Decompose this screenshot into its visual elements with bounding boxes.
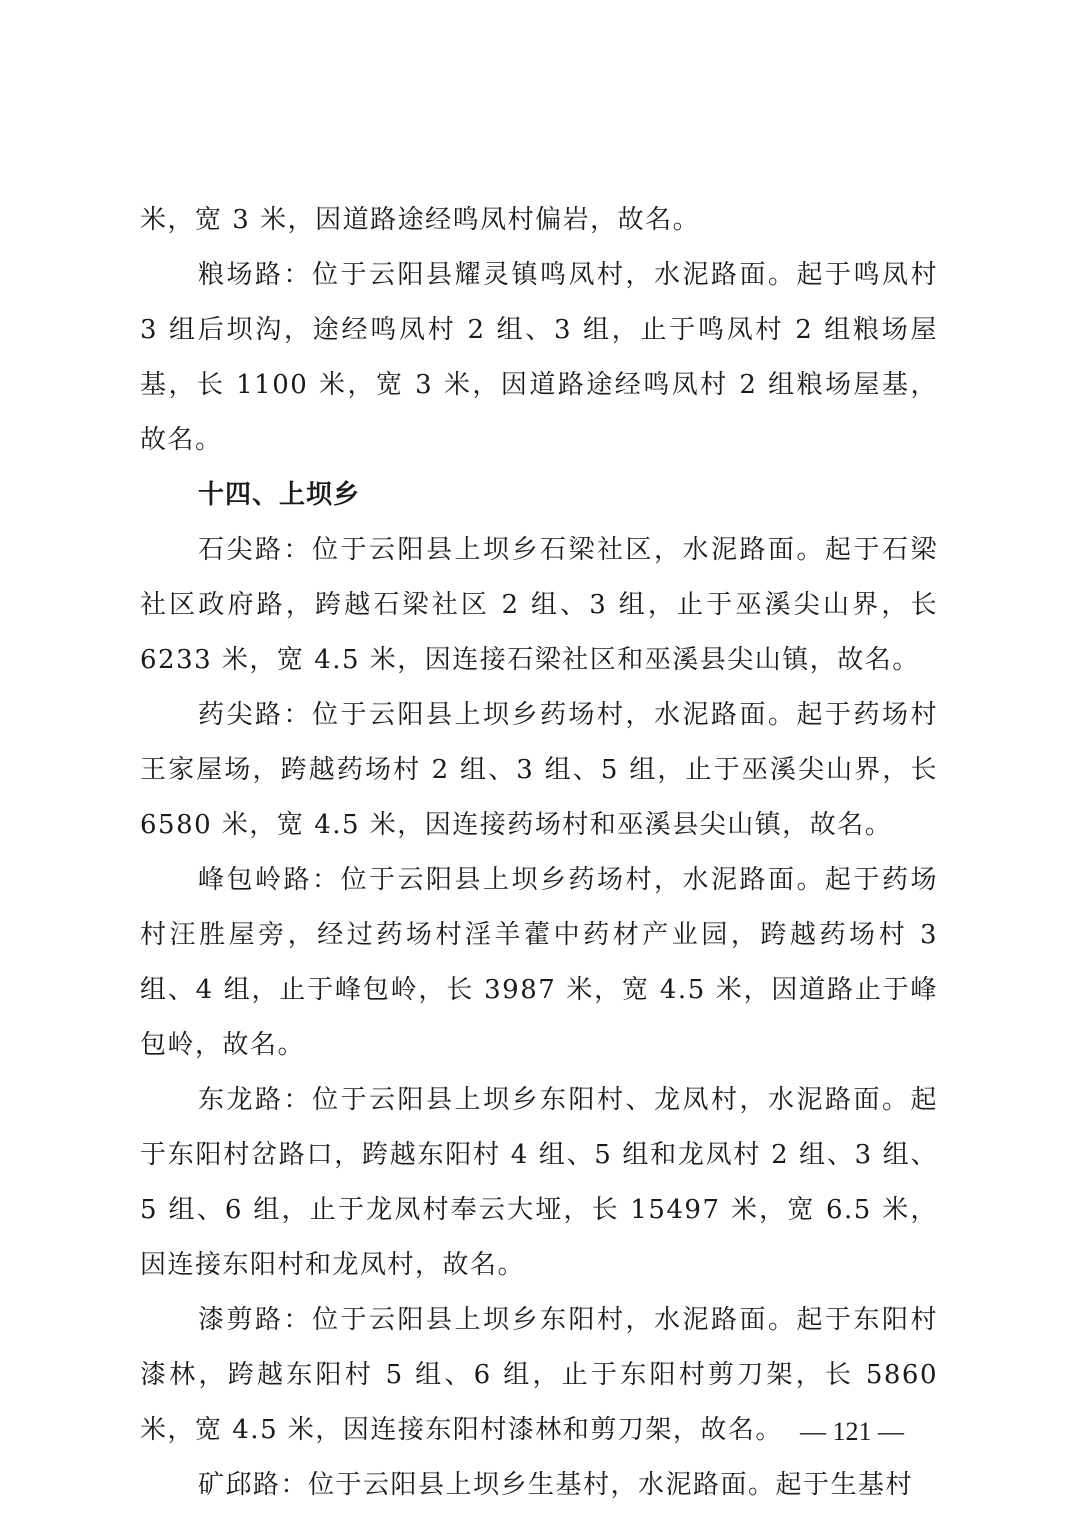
paragraph-donglong-road: 东龙路：位于云阳县上坝乡东阳村、龙凤村，水泥路面。起于东阳村岔路口，跨越东阳村 4 组、5 组和龙凤村 2 组、3 组、5 组、6 组，止于龙凤村奉云大垭，长 15497 米，宽 6.5 米，因连接东阳村和龙凤村，故名。 <box>140 1085 938 1280</box>
page-number: — 121 — <box>800 1417 904 1446</box>
section-heading-shangba: 十四、上坝乡 <box>198 480 361 510</box>
paragraph-shijian-road: 石尖路：位于云阳县上坝乡石梁社区，水泥路面。起于石梁社区政府路，跨越石梁社区 2 组、3 组，止于巫溪尖山界，长 6233 米，宽 4.5 米，因连接石梁社区和巫溪县尖山镇，故名。 <box>140 535 938 675</box>
paragraph-continuation: 米，宽 3 米，因道路途经鸣凤村偏岩，故名。 <box>140 205 701 235</box>
paragraph-yaojian-road: 药尖路：位于云阳县上坝乡药场村，水泥路面。起于药场村王家屋场，跨越药场村 2 组、3 组、5 组，止于巫溪尖山界，长 6580 米，宽 4.5 米，因连接药场村和巫溪县尖山镇，故名。 <box>140 700 938 840</box>
paragraph-liangchang-road: 粮场路：位于云阳县耀灵镇鸣凤村，水泥路面。起于鸣凤村 3 组后坝沟，途经鸣凤村 2 组、3 组，止于鸣凤村 2 组粮场屋基，长 1100 米，宽 3 米，因道路途经鸣凤村 2 组粮场屋基，故名。 <box>140 260 938 455</box>
paragraph-fengbaoling-road: 峰包岭路：位于云阳县上坝乡药场村，水泥路面。起于药场村汪胜屋旁，经过药场村淫羊藿中药材产业园，跨越药场村 3 组、4 组，止于峰包岭，长 3987 米，宽 4.5 米，因道路止于峰包岭，故名。 <box>140 865 938 1060</box>
document-body <box>140 193 938 1513</box>
paragraph-kuangqiu-road: 矿邱路：位于云阳县上坝乡生基村，水泥路面。起于生基村 <box>198 1470 914 1500</box>
paragraph-qijian-road: 漆剪路：位于云阳县上坝乡东阳村，水泥路面。起于东阳村漆林，跨越东阳村 5 组、6 组，止于东阳村剪刀架，长 5860 米，宽 4.5 米，因连接东阳村漆林和剪刀架，故名。 <box>140 1305 938 1445</box>
